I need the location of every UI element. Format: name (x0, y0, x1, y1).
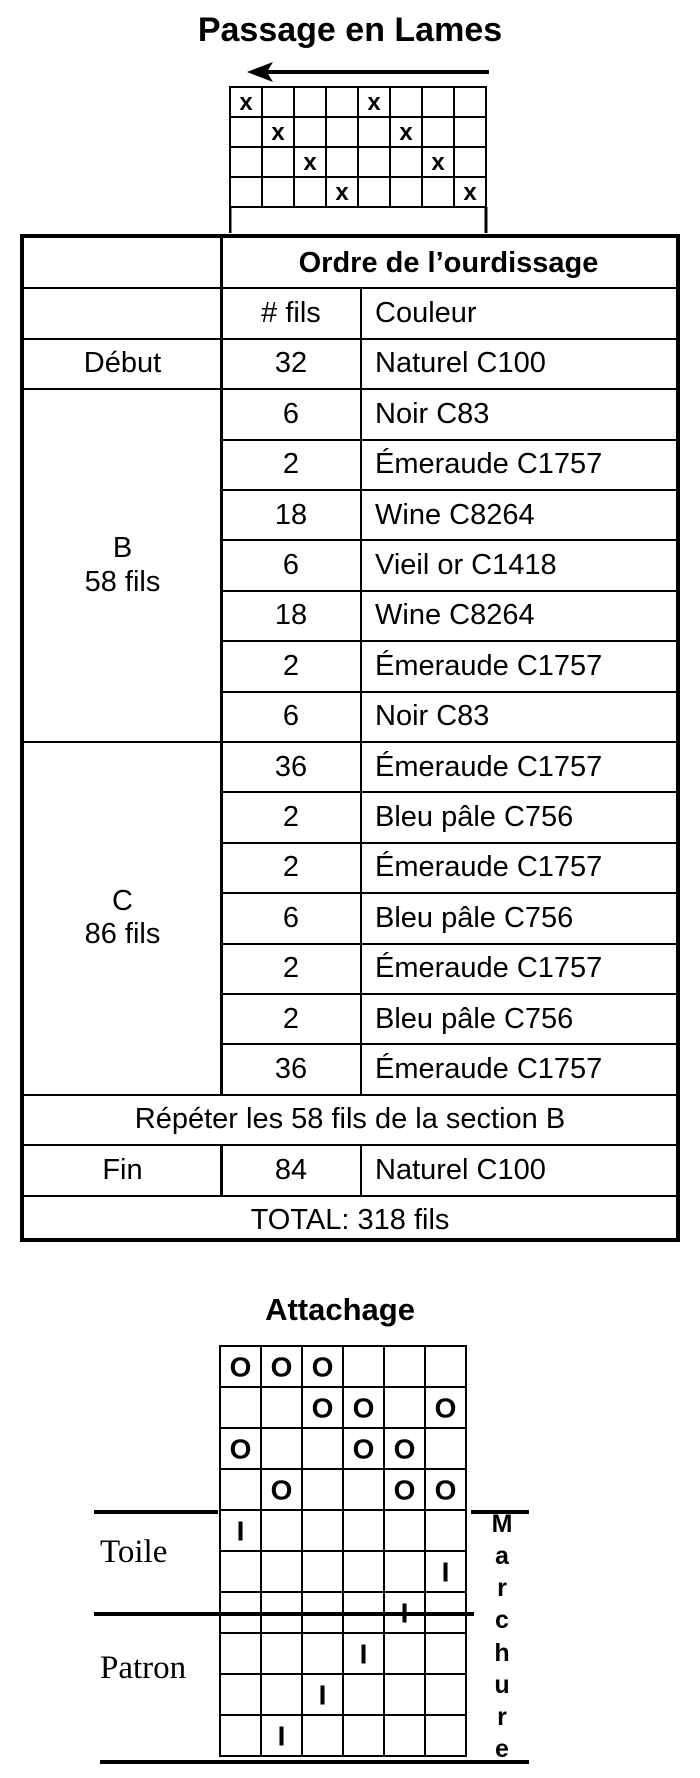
warp-row-count: 36 (274, 1052, 308, 1085)
tieup-cell (343, 1469, 384, 1510)
table-row-divider (24, 1195, 676, 1197)
toile-top-rule (94, 1510, 218, 1514)
warping-header: Ordre de l’ourdissage (298, 246, 599, 279)
treadle-cell (302, 1715, 343, 1756)
treadle-mark: I (441, 1556, 450, 1588)
warp-row-color: Émeraude C1757 (375, 1052, 603, 1085)
threading-cell (390, 177, 422, 207)
treadle-cell (261, 1551, 302, 1592)
tieup-cell (302, 1428, 343, 1469)
start-label: Début (83, 347, 162, 380)
threading-grid (229, 85, 495, 233)
treadle-cell (425, 1633, 466, 1674)
start-count: 32 (274, 347, 308, 380)
threading-cell (358, 177, 390, 207)
table-row-divider (221, 892, 676, 894)
warp-row-count: 6 (282, 700, 300, 733)
threading-cell (390, 147, 422, 177)
treadle-cell (220, 1633, 261, 1674)
warping-table (20, 234, 680, 1242)
threading-cell (454, 117, 486, 147)
marchure-letter: u (494, 1670, 510, 1699)
section-name: B (112, 532, 133, 565)
treadle-cell (302, 1551, 343, 1592)
table-row-divider (221, 590, 676, 592)
treadle-cell (261, 1633, 302, 1674)
total-row: TOTAL: 318 fils (250, 1204, 450, 1237)
patron-top-rule (94, 1612, 474, 1616)
tie-mark: O (270, 1351, 293, 1383)
treadle-cell (384, 1674, 425, 1715)
marchure-letter: r (497, 1702, 507, 1731)
warp-row-count: 6 (282, 548, 300, 581)
tieup-cell (220, 1387, 261, 1428)
warp-row-count: 2 (282, 1002, 300, 1035)
table-row-divider (221, 993, 676, 995)
tieup-cell (384, 1387, 425, 1428)
section-b-label (24, 389, 221, 742)
threading-cell (294, 87, 326, 117)
direction-arrow-icon (247, 62, 489, 82)
section-total: 58 fils (84, 565, 161, 598)
warp-row-color: Bleu pâle C756 (375, 1002, 574, 1035)
tie-mark: O (270, 1474, 293, 1506)
treadle-cell (220, 1674, 261, 1715)
threading-mark: x (431, 149, 445, 176)
table-row-divider (24, 287, 676, 289)
threading-mark: x (239, 89, 253, 116)
threading-cell (326, 117, 358, 147)
warp-row-count: 36 (274, 750, 308, 783)
threading-mark: x (335, 179, 349, 206)
warp-row-count: 2 (282, 851, 300, 884)
tie-mark: O (229, 1351, 252, 1383)
tie-mark: O (434, 1474, 457, 1506)
treadle-cell (384, 1551, 425, 1592)
threading-cell (358, 147, 390, 177)
threading-cell (262, 177, 294, 207)
tieup-cell (384, 1346, 425, 1387)
treadle-cell (425, 1715, 466, 1756)
tieup-cell (425, 1346, 466, 1387)
table-row-divider (221, 691, 676, 693)
threading-cell (262, 87, 294, 117)
end-label: Fin (102, 1153, 143, 1186)
tieup-title: Attachage (265, 1292, 415, 1327)
threading-cell (326, 147, 358, 177)
tie-mark: O (393, 1433, 416, 1465)
warp-row-color: Émeraude C1757 (375, 952, 603, 985)
marchure-letter: r (497, 1574, 507, 1603)
color-column-header: Couleur (375, 296, 477, 329)
tie-mark: O (352, 1433, 375, 1465)
treadle-cell (302, 1510, 343, 1551)
table-row-divider (24, 1094, 676, 1096)
warp-row-count: 6 (282, 901, 300, 934)
marchure-label (484, 1512, 520, 1762)
treadle-cell (425, 1510, 466, 1551)
tieup-cell (220, 1469, 261, 1510)
table-row-divider (221, 489, 676, 491)
treadle-cell (343, 1715, 384, 1756)
threading-cell (230, 117, 262, 147)
count-column-header: # fils (261, 296, 321, 329)
treadle-cell (220, 1551, 261, 1592)
threading-cell (358, 117, 390, 147)
start-color: Naturel C100 (375, 347, 546, 380)
warp-row-color: Wine C8264 (375, 599, 535, 632)
warp-row-color: Émeraude C1757 (375, 851, 603, 884)
table-row-divider (24, 741, 676, 743)
marchure-letter: M (491, 1510, 513, 1538)
tie-mark: O (393, 1474, 416, 1506)
table-row-divider (221, 539, 676, 541)
table-row-divider (221, 439, 676, 441)
table-row-divider (24, 1144, 676, 1146)
treadle-cell (343, 1674, 384, 1715)
warp-row-color: Émeraude C1757 (375, 750, 603, 783)
threading-cell (326, 87, 358, 117)
threading-title: Passage en Lames (197, 11, 503, 49)
table-col-divider (360, 288, 362, 1094)
treadle-mark: I (359, 1638, 368, 1670)
table-row-divider (221, 943, 676, 945)
treadle-cell (220, 1715, 261, 1756)
tie-mark: O (311, 1351, 334, 1383)
warp-row-count: 6 (282, 397, 300, 430)
threading-cell (454, 87, 486, 117)
threading-mark: x (399, 119, 413, 146)
section-total: 86 fils (84, 918, 161, 951)
repeat-note: Répéter les 58 fils de la section B (134, 1103, 566, 1136)
threading-cell (390, 87, 422, 117)
warp-row-color: Noir C83 (375, 700, 490, 733)
warp-row-count: 2 (282, 952, 300, 985)
threading-mark: x (271, 119, 285, 146)
threading-cell (230, 177, 262, 207)
tieup-cell (343, 1346, 384, 1387)
marchure-letter: e (495, 1734, 509, 1763)
threading-mark: x (463, 179, 477, 206)
treadle-cell (343, 1551, 384, 1592)
treadle-cell (302, 1633, 343, 1674)
warp-row-count: 2 (282, 649, 300, 682)
threading-cell (454, 147, 486, 177)
table-row-divider (221, 1043, 676, 1045)
warp-row-color: Émeraude C1757 (375, 649, 603, 682)
threading-mark: x (303, 149, 317, 176)
warp-row-color: Noir C83 (375, 397, 490, 430)
warp-row-count: 18 (274, 498, 308, 531)
tieup-cell (261, 1428, 302, 1469)
tie-mark: O (352, 1392, 375, 1424)
threading-cell (294, 177, 326, 207)
threading-cell (422, 87, 454, 117)
warp-row-count: 2 (282, 800, 300, 833)
threading-cell (422, 117, 454, 147)
tieup-cell (261, 1387, 302, 1428)
warp-row-count: 18 (274, 599, 308, 632)
warp-row-color: Émeraude C1757 (375, 448, 603, 481)
table-col-divider (220, 238, 223, 1095)
tieup-cell (302, 1469, 343, 1510)
threading-cell (230, 147, 262, 177)
treadle-cell (261, 1510, 302, 1551)
patron-label: Patron (100, 1650, 187, 1686)
end-color: Naturel C100 (375, 1153, 546, 1186)
threading-cell (422, 177, 454, 207)
table-row-divider (24, 338, 676, 340)
treadle-mark: I (236, 1515, 245, 1547)
bottom-rule (100, 1760, 529, 1764)
treadle-cell (425, 1674, 466, 1715)
table-row-divider (221, 640, 676, 642)
treadle-cell (343, 1510, 384, 1551)
section-c-label (24, 742, 221, 1095)
table-row-divider (221, 791, 676, 793)
table-row-divider (221, 842, 676, 844)
warp-row-count: 2 (282, 448, 300, 481)
threading-mark: x (367, 89, 381, 116)
threading-cell (262, 147, 294, 177)
threading-cell (294, 117, 326, 147)
tie-mark: O (229, 1433, 252, 1465)
toile-label: Toile (100, 1534, 168, 1570)
section-name: C (112, 885, 133, 918)
marchure-letter: a (495, 1542, 509, 1571)
table-col-divider (220, 1145, 223, 1195)
treadle-mark: I (318, 1679, 327, 1711)
treadle-cell (384, 1510, 425, 1551)
treadle-cell (384, 1633, 425, 1674)
warp-row-color: Vieil or C1418 (375, 548, 557, 581)
marchure-letter: h (494, 1638, 510, 1667)
end-count: 84 (274, 1153, 308, 1186)
table-col-divider (360, 1145, 362, 1195)
warp-row-color: Bleu pâle C756 (375, 800, 574, 833)
treadle-cell (384, 1715, 425, 1756)
marchure-letter: c (495, 1606, 509, 1635)
tieup-cell (425, 1428, 466, 1469)
tie-mark: O (311, 1392, 334, 1424)
table-row-divider (24, 388, 676, 390)
warp-row-color: Bleu pâle C756 (375, 901, 574, 934)
tie-mark: O (434, 1392, 457, 1424)
treadle-cell (261, 1674, 302, 1715)
tieup-grid (219, 1344, 471, 1760)
treadle-mark: I (277, 1720, 286, 1752)
warp-row-color: Wine C8264 (375, 498, 535, 531)
